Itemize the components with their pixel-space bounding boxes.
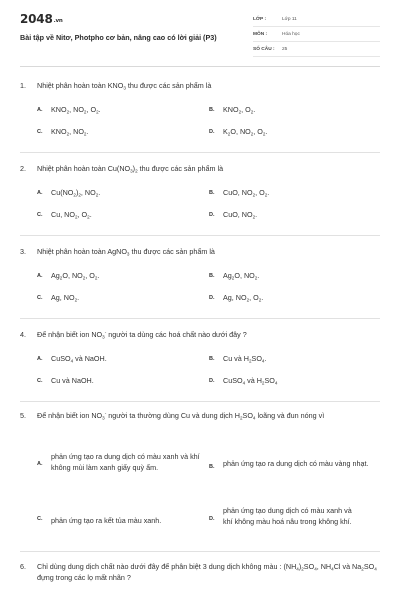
option-d[interactable] [209, 210, 257, 219]
option-c[interactable] [37, 376, 94, 385]
logo-suffix: .vn [53, 18, 63, 24]
question-text [20, 561, 380, 583]
question-divider [20, 551, 380, 552]
option-text: Ag, $NO_2$. [51, 293, 80, 303]
option-letter: C. [37, 378, 43, 385]
option-b[interactable] [209, 354, 266, 363]
question-number: 2. [20, 164, 26, 173]
meta-key-subject: MÔN : [253, 31, 268, 37]
question-number: 1. [20, 81, 26, 90]
option-letter: A. [37, 356, 43, 363]
meta-row-count [253, 42, 380, 57]
option-d[interactable] [209, 506, 380, 527]
logo-text: 2048 [20, 12, 53, 26]
question-4 [20, 329, 380, 386]
site-logo[interactable] [20, 12, 63, 26]
question-5 [20, 410, 380, 421]
question-stem: Nhiệt phân hoàn toàn AgNO$_3$ thu được các sản phẩm là [37, 247, 215, 257]
option-letter: C. [37, 516, 43, 522]
option-c[interactable] [37, 293, 79, 302]
option-d[interactable] [209, 127, 267, 136]
question-text [20, 410, 380, 421]
option-letter: B. [209, 464, 215, 470]
option-letter: A. [37, 273, 43, 280]
question-stem: Để nhận biết ion $NO_3^-$ người ta thường dùng Cu và dung dịch $H_2SO_4$ loãng và đun nóng vì [37, 411, 325, 421]
option-b[interactable] [209, 271, 259, 280]
option-a[interactable] [37, 452, 205, 473]
option-letter: D. [209, 378, 215, 385]
option-b[interactable] [209, 459, 380, 470]
question-stem: Để nhận biết ion $NO_3^-$ người ta dùng các hoá chất nào dưới đây ? [37, 330, 247, 340]
option-d[interactable] [209, 293, 263, 302]
option-letter: D. [209, 212, 215, 219]
option-text: phản ứng tạo dung dịch có màu xanh và khí không màu hoá nâu trong không khí. [223, 506, 352, 526]
option-text: phản ứng tạo ra kết tủa màu xanh. [51, 516, 162, 525]
option-b[interactable] [209, 105, 255, 114]
question-number: 3. [20, 247, 26, 256]
question-stem: Nhiệt phân hoàn toàn $KNO_3$ thu được các sản phẩm là [37, 81, 212, 91]
option-text: CuO, $NO_2$, $O_2$. [223, 188, 270, 198]
option-letter: D. [209, 516, 215, 522]
meta-row-class [253, 12, 380, 27]
option-letter: C. [37, 212, 43, 219]
option-b[interactable] [209, 188, 269, 197]
option-d[interactable] [209, 376, 277, 385]
question-stem: Nhiệt phân hoàn toàn $Cu(NO_3)_2$ thu được các sản phẩm là [37, 164, 224, 174]
question-text [20, 80, 380, 91]
option-text: Cu và NaOH. [51, 376, 94, 385]
meta-key-count: SỐ CÂU : [253, 46, 275, 52]
option-text: CuO, $NO_2$. [223, 210, 258, 220]
meta-value-class: Lớp 11 [282, 16, 297, 22]
question-text [20, 163, 380, 174]
option-text: phản ứng tạo ra dung dịch có màu vàng nhạt. [223, 459, 369, 468]
option-a[interactable] [37, 105, 101, 114]
question-number: 5. [20, 411, 26, 420]
option-text: $K_2O$, $NO_2$, $O_2$. [223, 127, 268, 137]
meta-value-count: 25 [282, 46, 288, 52]
option-text: $Cu(NO_2)_2$, $NO_2$. [51, 188, 101, 198]
option-text: CuSO$_4$ và $H_2SO_4$ [223, 376, 278, 386]
option-text: Cu và $H_2SO_4$. [223, 354, 267, 364]
option-text: Ag, $NO_2$, $O_2$. [223, 293, 264, 303]
option-text: $KNO_2$, $O_2$. [223, 105, 256, 115]
question-2 [20, 163, 380, 220]
question-number: 6. [20, 562, 26, 571]
option-text: $KNO_2$, $NO_2$, $O_2$. [51, 105, 101, 115]
document-meta [253, 12, 380, 57]
option-text: $Ag_2O$, $NO_2$, $O_2$. [51, 271, 100, 281]
option-letter: A. [37, 190, 43, 197]
question-divider [20, 235, 380, 236]
option-letter: A. [37, 107, 43, 114]
option-a[interactable] [37, 271, 99, 280]
option-text: Cu, $NO_2$, $O_2$. [51, 210, 92, 220]
option-letter: D. [209, 129, 215, 136]
option-c[interactable] [37, 210, 92, 219]
question-divider [20, 318, 380, 319]
meta-value-subject: Hóa học [282, 31, 300, 37]
option-a[interactable] [37, 188, 100, 197]
option-text: CuSO$_4$ và NaOH. [51, 354, 107, 364]
document-title: Bài tập về Nitơ, Photpho cơ bản, nâng cao có lời giải (P3) [20, 33, 217, 42]
question-divider [20, 401, 380, 402]
option-letter: C. [37, 295, 43, 302]
option-letter: B. [209, 107, 215, 114]
meta-key-class: LỚP : [253, 16, 267, 22]
option-text: phản ứng tạo ra dung dịch có màu xanh và khí không mùi làm xanh giấy quỳ ẩm. [51, 452, 200, 472]
option-c[interactable] [37, 127, 88, 136]
meta-row-subject [253, 27, 380, 42]
option-letter: B. [209, 356, 215, 363]
option-letter: B. [209, 190, 215, 197]
header-divider [20, 66, 380, 67]
question-1 [20, 80, 380, 137]
question-stem: Chỉ dùng dung dịch chất nào dưới đây để phân biệt 3 dung dịch không màu : $(NH_4)_2SO_4$, $NH_4Cl$ và $Na_2SO_4$ đựng trong các lọ mất nhãn ? [37, 562, 377, 582]
question-text [20, 246, 380, 257]
option-c[interactable] [37, 516, 205, 527]
question-text [20, 329, 380, 340]
worksheet-header [0, 0, 400, 62]
option-text: $KNO_2$, $NO_2$. [51, 127, 89, 137]
option-letter: B. [209, 273, 215, 280]
option-letter: D. [209, 295, 215, 302]
question-number: 4. [20, 330, 26, 339]
question-divider [20, 152, 380, 153]
option-a[interactable] [37, 354, 107, 363]
option-letter: C. [37, 129, 43, 136]
question-6 [20, 561, 380, 583]
question-3 [20, 246, 380, 303]
option-text: $Ag_2O$, $NO_2$. [223, 271, 260, 281]
option-letter: A. [37, 461, 43, 467]
